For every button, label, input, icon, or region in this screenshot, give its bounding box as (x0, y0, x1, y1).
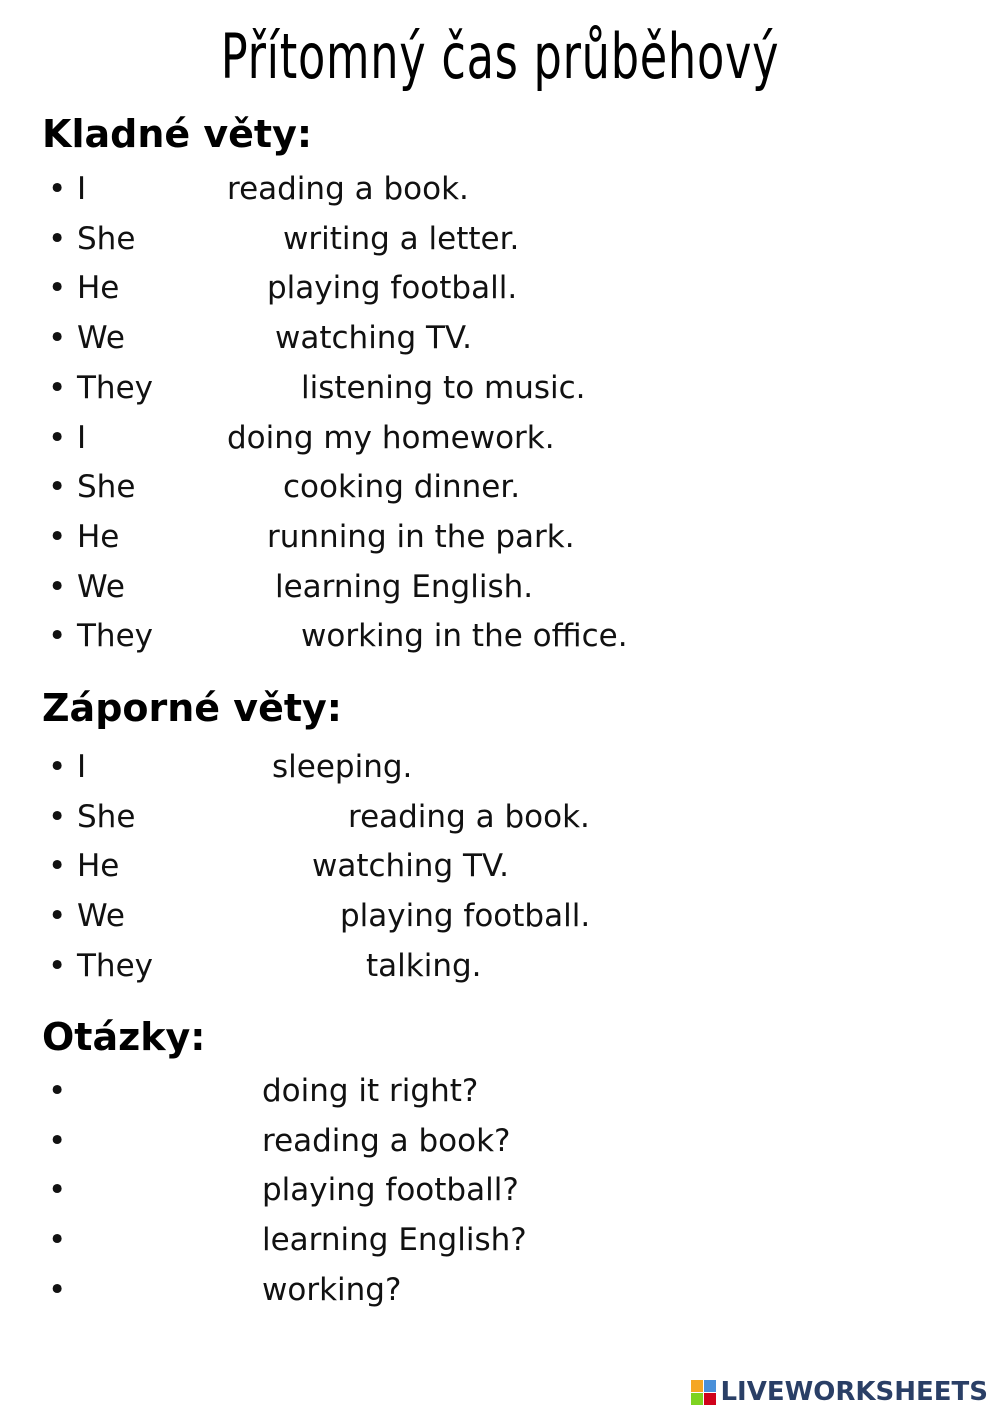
list-item (0, 747, 1000, 787)
list-item (0, 368, 1000, 408)
list-item (0, 616, 1000, 656)
sentence-subject: I (77, 749, 87, 785)
list-item (0, 1170, 1000, 1210)
sentence-rest: working? (262, 1271, 402, 1308)
bullet-icon: • (48, 1172, 67, 1209)
sentence-rest: watching TV. (275, 320, 472, 357)
list-item (0, 418, 1000, 458)
bullet-icon: • (48, 568, 67, 605)
sentence-subject: He (77, 270, 120, 307)
sentence-rest: writing a letter. (283, 220, 520, 257)
sentence-rest: learning English. (275, 568, 534, 605)
bullet-icon: • (48, 369, 67, 406)
bullet-icon: • (48, 1073, 67, 1109)
sentence-rest: listening to music. (301, 369, 586, 406)
sentence-rest: doing it right? (262, 1073, 479, 1109)
section-heading-positive: Kladné věty: (42, 112, 313, 156)
sentence-rest: sleeping. (272, 749, 413, 785)
list-item (0, 268, 1000, 308)
list-item (0, 1121, 1000, 1161)
bullet-icon: • (48, 518, 67, 555)
sentence-rest: cooking dinner. (283, 469, 521, 506)
bullet-icon: • (48, 1271, 67, 1308)
sentence-subject: He (77, 848, 120, 885)
sentence-rest: working in the office. (301, 618, 628, 655)
sentence-subject: We (77, 568, 125, 605)
bullet-icon: • (48, 419, 67, 456)
bullet-icon: • (48, 749, 67, 785)
bullet-icon: • (48, 1122, 67, 1159)
sentence-rest: playing football. (340, 898, 591, 935)
sentence-subject: They (77, 618, 154, 655)
bullet-icon: • (48, 270, 67, 307)
sentence-subject: He (77, 518, 120, 555)
sentence-rest: reading a book? (262, 1122, 511, 1159)
sentence-subject: She (77, 798, 136, 835)
sentence-rest: watching TV. (312, 848, 509, 885)
bullet-icon: • (48, 320, 67, 357)
sentence-rest: running in the park. (267, 518, 575, 555)
bullet-icon: • (48, 947, 67, 984)
list-item (0, 567, 1000, 607)
bullet-icon: • (48, 798, 67, 835)
bullet-icon: • (48, 469, 67, 506)
list-item (0, 467, 1000, 507)
sentence-subject: I (77, 419, 87, 456)
list-item (0, 946, 1000, 986)
sentence-subject: I (77, 171, 87, 207)
sentence-rest: reading a book. (227, 171, 469, 207)
list-item (0, 1270, 1000, 1310)
sentence-subject: We (77, 320, 125, 357)
list-item (0, 169, 1000, 209)
sentence-rest: playing football. (267, 270, 518, 307)
list-item (0, 517, 1000, 557)
sentence-rest: reading a book. (348, 798, 590, 835)
sentence-rest: talking. (366, 947, 482, 984)
bullet-icon: • (48, 848, 67, 885)
sentence-subject: They (77, 947, 154, 984)
sentence-rest: learning English? (262, 1222, 527, 1259)
list-item (0, 219, 1000, 259)
logo-blocks-icon (691, 1380, 716, 1405)
section-heading-negative: Záporné věty: (42, 686, 342, 730)
sentence-subject: She (77, 469, 136, 506)
list-item (0, 846, 1000, 886)
sentence-subject: She (77, 220, 136, 257)
list-item (0, 1220, 1000, 1260)
sentence-rest: playing football? (262, 1172, 519, 1209)
page-title: Přítomný čas průběhový (220, 20, 780, 93)
sentence-subject: They (77, 369, 154, 406)
sentence-rest: doing my homework. (227, 419, 555, 456)
bullet-icon: • (48, 1222, 67, 1259)
bullet-icon: • (48, 171, 67, 207)
bullet-icon: • (48, 898, 67, 935)
bullet-icon: • (48, 220, 67, 257)
section-heading-questions: Otázky: (42, 1015, 206, 1059)
list-item (0, 318, 1000, 358)
list-item (0, 1071, 1000, 1111)
sentence-subject: We (77, 898, 125, 935)
list-item (0, 797, 1000, 837)
liveworksheets-logo (691, 1377, 988, 1407)
bullet-icon: • (48, 618, 67, 655)
brand-text: LIVEWORKSHEETS (720, 1377, 988, 1407)
list-item (0, 896, 1000, 936)
